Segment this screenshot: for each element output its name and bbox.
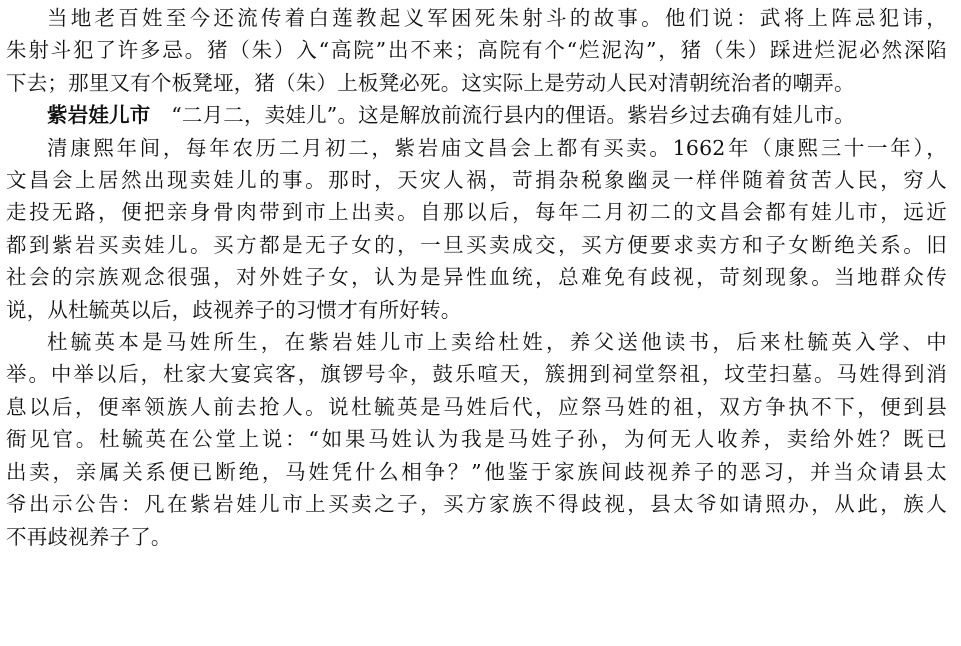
text-line: 社会的宗族观念很强，对外姓子女，认为是异性血统，总难免有歧视，苛刻现象。当地群众传 <box>6 265 947 290</box>
text-line: 杜毓英本是马姓所生，在紫岩娃儿市上卖给杜姓，养父送他读书，后来杜毓英入学、中 <box>47 330 947 355</box>
paragraph-history <box>6 132 947 326</box>
text-line: 说，从杜毓英以后，歧视养子的习惯才有所好转。 <box>6 297 462 322</box>
text-line: 衙见官。杜毓英在公堂上说：“如果马姓认为我是马姓子孙，为何无人收养，卖给外姓？既已 <box>6 427 947 452</box>
text-line: 不再歧视养子了。 <box>6 524 172 549</box>
text-line: “二月二，卖娃儿”。这是解放前流行县内的俚语。紫岩乡过去确有娃儿市。 <box>171 103 855 128</box>
paragraph-du-yuying <box>6 326 947 553</box>
paragraph-section-intro <box>6 99 947 131</box>
text-line: 走投无路，便把亲身骨肉带到市上出卖。自那以后，每年二月初二的文昌会都有娃儿市，远近 <box>6 200 947 225</box>
text-line: 当地老百姓至今还流传着白莲教起义军困死朱射斗的故事。他们说：武将上阵忌犯讳， <box>47 6 947 30</box>
section-heading-line <box>6 99 947 131</box>
text-line: 爷出示公告：凡在紫岩娃儿市上买卖之子，买方家族不得歧视，县太爷如请照办，从此，族人 <box>6 492 947 517</box>
text-line: 朱射斗犯了许多忌。猪（朱）入“高院”出不来；高院有个“烂泥沟”，猪（朱）踩进烂泥必然深陷 <box>6 38 947 63</box>
text-line: 息以后，便率领族人前去抢人。说杜毓英是马姓后代，应祭马姓的祖，双方争执不下，便到县 <box>6 394 947 419</box>
text-line: 举。中举以后，杜家大宴宾客，旗锣号伞，鼓乐喧天，簇拥到祠堂祭祖，坟茔扫墓。马姓得到消 <box>6 362 947 387</box>
text-line: 都到紫岩买卖娃儿。买方都是无子女的，一旦买卖成交，买方便要求卖方和子女断绝关系。旧 <box>6 232 947 257</box>
text-line: 出卖，亲属关系便已断绝，马姓凭什么相争？”他鉴于家族间歧视养子的恶习，并当众请县太 <box>6 459 947 484</box>
text-line: 下去；那里又有个板凳垭，猪（朱）上板凳必死。这实际上是劳动人民对清朝统治者的嘲弄。 <box>6 70 855 95</box>
section-heading: 紫岩娃儿市 <box>47 103 151 128</box>
paragraph-folk-story <box>6 2 947 99</box>
text-line: 清康熙年间，每年农历二月初二，紫岩庙文昌会上都有买卖。1662年（康熙三十一年）， <box>47 135 947 160</box>
text-line: 文昌会上居然出现卖娃儿的事。那时，天灾人祸，苛捐杂税象幽灵一样伴随着贫苦人民，穷人 <box>6 168 947 193</box>
